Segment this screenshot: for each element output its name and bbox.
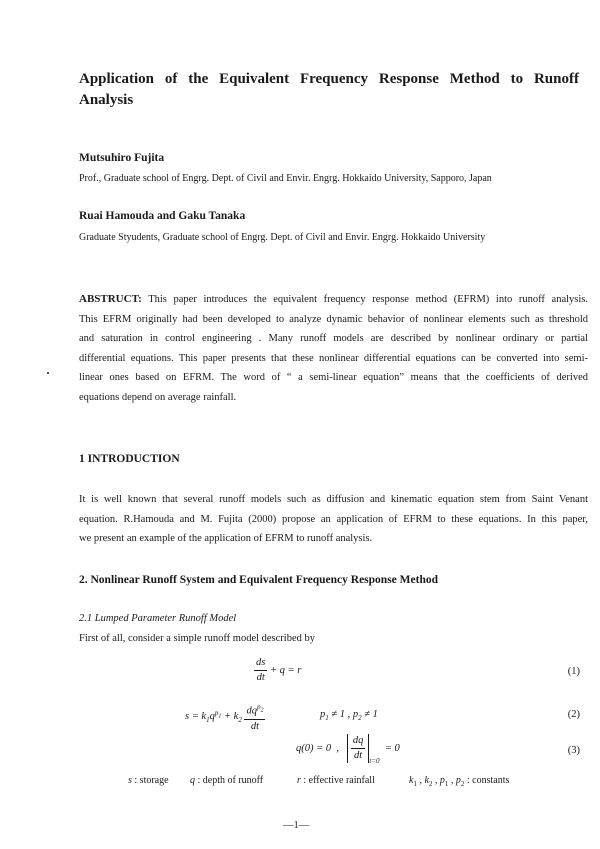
eq1-numerator: ds bbox=[254, 656, 267, 671]
legend-storage: s : storage bbox=[128, 775, 169, 786]
author-1-affiliation: Prof., Graduate school of Engrg. Dept. of Civil and Envir. Engrg. Hokkaido University, Sapporo, Japan bbox=[79, 173, 492, 184]
equation-3: q(0) = 0 , $\frac{dq}{dt}$ $_{t=0}$ = 0 bbox=[296, 735, 400, 765]
title-line-1: Application of the Equivalent Frequency Response Method to Runoff bbox=[79, 71, 579, 87]
eq1-rest: + q = r bbox=[269, 664, 302, 676]
abstract-line-2: This EFRM originally had been developed to analyze dynamic behavior of nonlinear elements such as threshold bbox=[79, 313, 588, 325]
abstract-line-5: linear ones based on EFRM. The word of “ a semi-linear equation” means that the coefficients of derived bbox=[79, 372, 588, 384]
equation-2-condition: $p_1 \ne 1$ , $p_2 \ne 1$ bbox=[320, 709, 378, 723]
intro-line-3: we present an example of the application of EFRM to runoff analysis. bbox=[79, 533, 373, 545]
author-1-name: Mutsuhiro Fujita bbox=[79, 152, 165, 164]
intro-line-1: It is well known that several runoff models such as diffusion and kinematic equation stem from Saint Venant bbox=[79, 494, 588, 505]
legend-constants: $k_1$ , $k_2$ , $p_1$ , $p_2$ : constants bbox=[409, 775, 510, 788]
abstract-label: ABSTRUCT: bbox=[79, 293, 142, 305]
eq1-denominator: dt bbox=[256, 672, 265, 683]
abstract-line-4: differential equations. This paper presents that these nonlinear differential equations can be converted into semi- bbox=[79, 352, 588, 364]
equation-3-number: (3) bbox=[567, 745, 580, 756]
legend-rainfall: r : effective rainfall bbox=[297, 775, 375, 786]
section-1-heading: 1 INTRODUCTION bbox=[79, 453, 180, 465]
equation-1-number: (1) bbox=[567, 666, 580, 677]
author-2-name: Ruai Hamouda and Gaku Tanaka bbox=[79, 210, 246, 222]
legend-runoff: q : depth of runoff bbox=[190, 775, 264, 786]
abstract-line-3: and saturation in control engineering . Many runoff models are described by nonlinear ordinary or partial bbox=[79, 333, 588, 345]
equation-1 bbox=[254, 656, 301, 685]
scan-speck bbox=[47, 372, 49, 374]
equation-2-number: (2) bbox=[567, 709, 580, 720]
section-2-heading: 2. Nonlinear Runoff System and Equivalent Frequency Response Method bbox=[79, 574, 438, 586]
section-1-body bbox=[79, 490, 588, 549]
page-number: —1— bbox=[283, 820, 310, 831]
abstract-line-1: This paper introduces the equivalent frequency response method (EFRM) into runoff analysis. bbox=[148, 294, 588, 305]
section-2-intro: First of all, consider a simple runoff model described by bbox=[79, 633, 316, 644]
equation-2: $s = k_1q^{p_1} + k_2$ $\frac{dq^{p_2}}{dt}$ bbox=[185, 700, 265, 734]
author-2-affiliation: Graduate Styudents, Graduate school of Engrg. Dept. of Civil and Envir. Engrg. Hokkaido University bbox=[79, 232, 486, 243]
title-line-2: Analysis bbox=[79, 92, 134, 108]
abstract-line-6: equations depend on average rainfall. bbox=[79, 391, 237, 403]
abstract bbox=[79, 290, 588, 408]
subsection-2-1-heading: 2.1 Lumped Parameter Runoff Model bbox=[79, 613, 237, 624]
intro-line-2: equation. R.Hamouda and M. Fujita (2000) propose an application of EFRM to these equations. In this paper, bbox=[79, 513, 588, 525]
paper-title bbox=[79, 69, 579, 111]
